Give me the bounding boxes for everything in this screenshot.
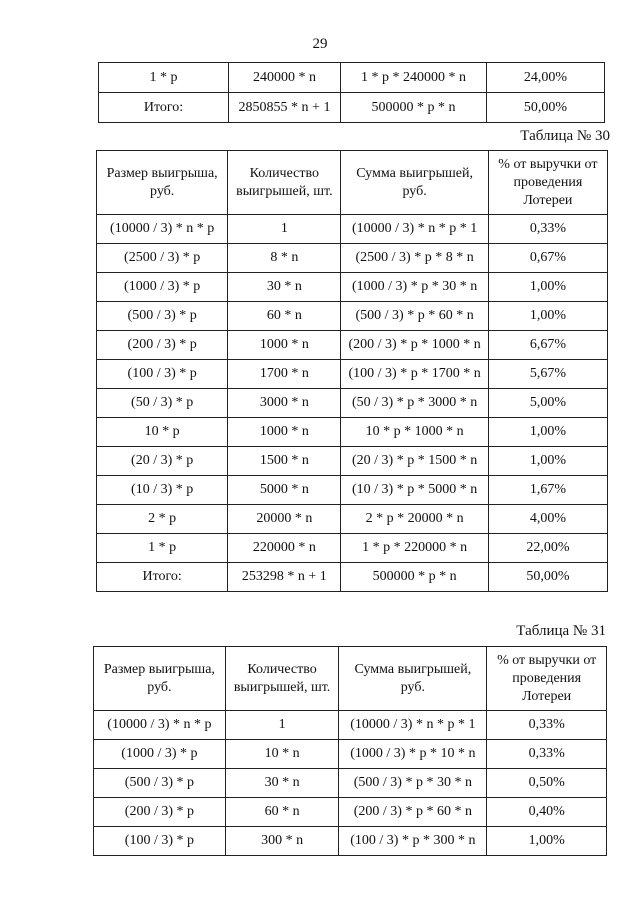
table-cell: 2 * p <box>97 505 228 534</box>
table-cell: 1,00% <box>488 273 607 302</box>
table-cell: 0,33% <box>487 740 607 769</box>
table-cell: 0,50% <box>487 769 607 798</box>
table-cell: 1000 * n <box>228 418 341 447</box>
table-cell: 2 * p * 20000 * n <box>341 505 488 534</box>
table-row <box>97 505 608 534</box>
table-row <box>97 447 608 476</box>
table-cell: 6,67% <box>488 331 607 360</box>
header-prize-count: Количество выигрышей, шт. <box>225 647 339 711</box>
table-row <box>97 273 608 302</box>
table-cell: 60 * n <box>225 798 339 827</box>
table-cell: (10000 / 3) * n * p * 1 <box>341 215 488 244</box>
table-cell: 20000 * n <box>228 505 341 534</box>
table-cell: (10000 / 3) * n * p <box>97 215 228 244</box>
table-row <box>97 534 608 563</box>
table-cell: (50 / 3) * p * 3000 * n <box>341 389 488 418</box>
table-row <box>94 769 607 798</box>
header-revenue-percent: % от выручки от проведения Лотереи <box>488 151 607 215</box>
table-cell: (1000 / 3) * p * 30 * n <box>341 273 488 302</box>
table-cell: (100 / 3) * p <box>94 827 226 856</box>
table-cell: 0,33% <box>487 711 607 740</box>
table-cell: 1500 * n <box>228 447 341 476</box>
table-cell: 1,00% <box>487 827 607 856</box>
table-cell: 8 * n <box>228 244 341 273</box>
table-31-body <box>94 711 607 856</box>
table-cell: 1,00% <box>488 302 607 331</box>
table-cell: (200 / 3) * p * 1000 * n <box>341 331 488 360</box>
table-row <box>97 215 608 244</box>
table-row <box>94 711 607 740</box>
table-cell: (200 / 3) * p <box>94 798 226 827</box>
table-cell: (100 / 3) * p * 300 * n <box>339 827 487 856</box>
table-cell: 253298 * n + 1 <box>228 563 341 592</box>
table-cell: 1,00% <box>488 418 607 447</box>
table-row <box>94 740 607 769</box>
table-cell: 10 * n <box>225 740 339 769</box>
prize-table-30 <box>96 150 608 592</box>
table-cell: 1 * p * 240000 * n <box>341 63 487 93</box>
table-cell: (1000 / 3) * p * 10 * n <box>339 740 487 769</box>
table-cell: 24,00% <box>487 63 605 93</box>
table-cell: 1,67% <box>488 476 607 505</box>
table-cell: 1 * p <box>97 534 228 563</box>
table-cell: 5,00% <box>488 389 607 418</box>
table-cell: (500 / 3) * p <box>94 769 226 798</box>
table-cell: (1000 / 3) * p <box>97 273 228 302</box>
table-cell: 30 * n <box>228 273 341 302</box>
table-31-header <box>94 647 607 711</box>
header-prize-sum: Сумма выигрышей, руб. <box>339 647 487 711</box>
table-cell: 10 * p * 1000 * n <box>341 418 488 447</box>
prize-table-continuation <box>98 62 605 123</box>
table-cell: (2500 / 3) * p * 8 * n <box>341 244 488 273</box>
table-cell: (10000 / 3) * n * p * 1 <box>339 711 487 740</box>
header-prize-size: Размер выигрыша, руб. <box>97 151 228 215</box>
table-cell: 1 <box>228 215 341 244</box>
table-cell: (100 / 3) * p * 1700 * n <box>341 360 488 389</box>
table-cell: (500 / 3) * p * 60 * n <box>341 302 488 331</box>
table-cell: Итого: <box>97 563 228 592</box>
table-cell: (100 / 3) * p <box>97 360 228 389</box>
header-revenue-percent: % от выручки от проведения Лотереи <box>487 647 607 711</box>
table-row <box>97 563 608 592</box>
table-cell: 5000 * n <box>228 476 341 505</box>
table-cell: 240000 * n <box>229 63 341 93</box>
table-cell: (2500 / 3) * p <box>97 244 228 273</box>
table-cell: 10 * p <box>97 418 228 447</box>
table-row <box>97 360 608 389</box>
table-cell: 0,67% <box>488 244 607 273</box>
table-cell: 50,00% <box>488 563 607 592</box>
table-row <box>97 476 608 505</box>
table-cell: 1700 * n <box>228 360 341 389</box>
table-cell: 1,00% <box>488 447 607 476</box>
table-31-caption: Таблица № 31 <box>516 623 606 639</box>
table-cell: 4,00% <box>488 505 607 534</box>
table-cell: 500000 * p * n <box>341 93 487 123</box>
table-30-header <box>97 151 608 215</box>
table-cell: (200 / 3) * p * 60 * n <box>339 798 487 827</box>
header-prize-sum: Сумма выигрышей, руб. <box>341 151 488 215</box>
table-cell: (20 / 3) * p <box>97 447 228 476</box>
table-cell: (1000 / 3) * p <box>94 740 226 769</box>
table-cell: 5,67% <box>488 360 607 389</box>
prize-table-31 <box>93 646 607 856</box>
page-number: 29 <box>312 36 328 52</box>
top-table-body <box>99 63 605 123</box>
table-cell: 1 * p <box>99 63 229 93</box>
table-row <box>94 827 607 856</box>
table-cell: 22,00% <box>488 534 607 563</box>
table-row <box>99 93 605 123</box>
table-cell: (50 / 3) * p <box>97 389 228 418</box>
header-prize-count: Количество выигрышей, шт. <box>228 151 341 215</box>
table-cell: 2850855 * n + 1 <box>229 93 341 123</box>
table-cell: (10000 / 3) * n * p <box>94 711 226 740</box>
table-cell: 30 * n <box>225 769 339 798</box>
table-cell: (20 / 3) * p * 1500 * n <box>341 447 488 476</box>
table-cell: (10 / 3) * p <box>97 476 228 505</box>
table-row <box>97 418 608 447</box>
table-cell: 1 <box>225 711 339 740</box>
table-row <box>97 389 608 418</box>
table-cell: (500 / 3) * p <box>97 302 228 331</box>
table-row <box>97 244 608 273</box>
table-cell: 60 * n <box>228 302 341 331</box>
table-30-body <box>97 215 608 592</box>
table-cell: (500 / 3) * p * 30 * n <box>339 769 487 798</box>
table-cell: 220000 * n <box>228 534 341 563</box>
table-cell: 0,33% <box>488 215 607 244</box>
table-cell: (10 / 3) * p * 5000 * n <box>341 476 488 505</box>
table-row <box>99 63 605 93</box>
header-prize-size: Размер выигрыша, руб. <box>94 647 226 711</box>
table-cell: 0,40% <box>487 798 607 827</box>
table-cell: 500000 * p * n <box>341 563 488 592</box>
table-cell: 300 * n <box>225 827 339 856</box>
table-30-caption: Таблица № 30 <box>520 128 610 144</box>
table-cell: Итого: <box>99 93 229 123</box>
table-row <box>94 798 607 827</box>
table-row <box>97 331 608 360</box>
table-cell: (200 / 3) * p <box>97 331 228 360</box>
table-cell: 3000 * n <box>228 389 341 418</box>
table-row <box>97 302 608 331</box>
table-cell: 1000 * n <box>228 331 341 360</box>
table-cell: 50,00% <box>487 93 605 123</box>
table-cell: 1 * p * 220000 * n <box>341 534 488 563</box>
